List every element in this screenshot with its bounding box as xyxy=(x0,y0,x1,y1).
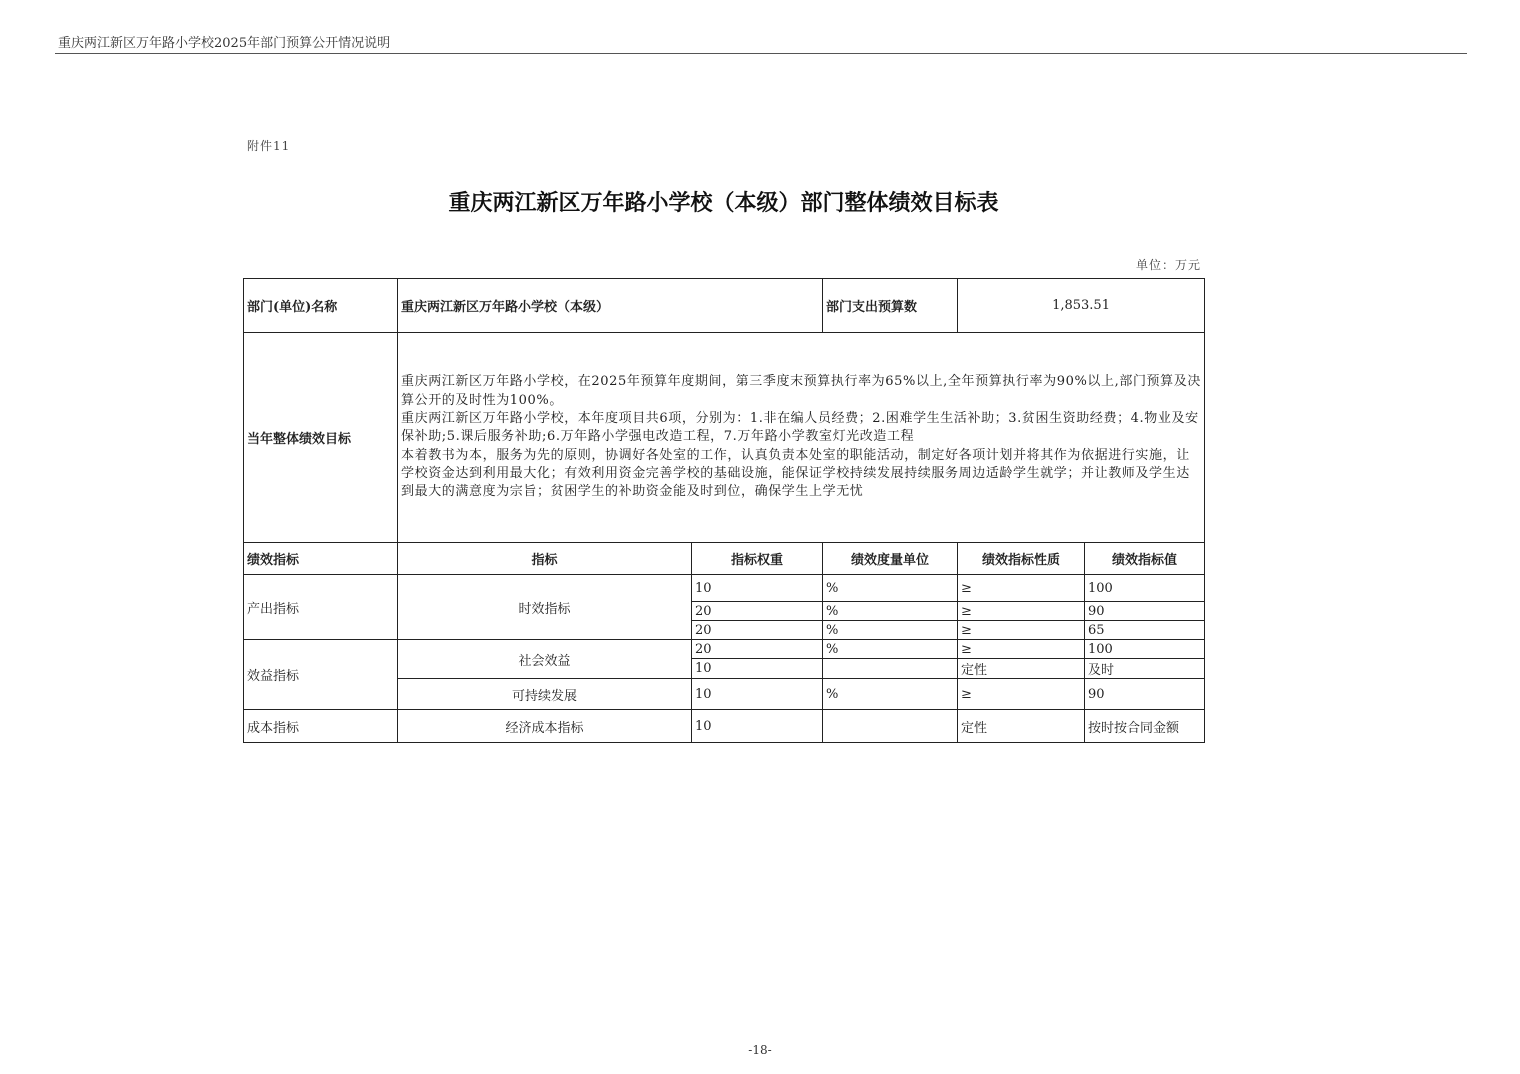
cell-nature: ≥ xyxy=(958,602,1085,621)
group-benefit-label: 效益指标 xyxy=(244,640,398,710)
cell-weight: 10 xyxy=(692,679,823,710)
dept-budget-label: 部门支出预算数 xyxy=(823,279,958,333)
page-number: -18- xyxy=(748,1043,772,1057)
dept-budget-value: 1,853.51 xyxy=(958,279,1205,333)
cell-value: 65 xyxy=(1085,621,1205,640)
column-header-row xyxy=(244,543,1205,575)
sub-timeliness-label: 时效指标 xyxy=(398,575,692,640)
col-header-unit: 绩效度量单位 xyxy=(823,543,958,575)
dept-row xyxy=(244,279,1205,333)
cell-value: 90 xyxy=(1085,602,1205,621)
sub-economic-cost-label: 经济成本指标 xyxy=(398,710,692,743)
cell-nature: ≥ xyxy=(958,621,1085,640)
cell-nature: ≥ xyxy=(958,640,1085,659)
table-row xyxy=(244,710,1205,743)
goal-paragraph: 重庆两江新区万年路小学校，本年度项目共6项，分别为：1.非在编人员经费；2.困难学生生活补助；3.贫困生资助经费；4.物业及安保补助;5.课后服务补助;6.万年路小学强电改造工程，7.万年路小学教室灯光改造工程 xyxy=(401,411,1199,445)
cell-unit: % xyxy=(823,575,958,602)
col-header-indicator: 指标 xyxy=(398,543,692,575)
dept-name-value: 重庆两江新区万年路小学校（本级） xyxy=(398,279,823,333)
cell-weight: 10 xyxy=(692,710,823,743)
cell-value: 100 xyxy=(1085,640,1205,659)
table-title: 重庆两江新区万年路小学校（本级）部门整体绩效目标表 xyxy=(448,190,999,216)
cell-value: 及时 xyxy=(1085,659,1205,679)
cell-weight: 20 xyxy=(692,621,823,640)
cell-weight: 20 xyxy=(692,602,823,621)
cell-nature: ≥ xyxy=(958,575,1085,602)
page-header: 重庆两江新区万年路小学校2025年部门预算公开情况说明 xyxy=(58,36,391,51)
cell-unit xyxy=(823,659,958,679)
goal-label: 当年整体绩效目标 xyxy=(244,333,398,543)
cell-weight: 20 xyxy=(692,640,823,659)
col-header-category: 绩效指标 xyxy=(244,543,398,575)
goal-paragraph: 重庆两江新区万年路小学校，在2025年预算年度期间，第三季度末预算执行率为65%以上,全年预算执行率为90%以上,部门预算及决算公开的及时性为100%。 xyxy=(401,374,1201,408)
cell-nature: 定性 xyxy=(958,710,1085,743)
attachment-label: 附件11 xyxy=(247,139,291,153)
cell-nature: 定性 xyxy=(958,659,1085,679)
unit-label: 单位：万元 xyxy=(1135,258,1201,272)
cell-weight: 10 xyxy=(692,659,823,679)
header-rule xyxy=(55,53,1467,54)
goal-paragraph: 本着教书为本，服务为先的原则，协调好各处室的工作，认真负责本处室的职能活动，制定好各项计划并将其作为依据进行实施，让学校资金达到利用最大化；有效利用资金完善学校的基础设施，能保证学校持续发展持续服务周边适龄学生就学；并让教师及学生达到最大的满意度为宗旨；贫困学生的补助资金能及时到位，确保学生上学无忧 xyxy=(401,447,1190,500)
cell-unit xyxy=(823,710,958,743)
cell-unit: % xyxy=(823,621,958,640)
cell-unit: % xyxy=(823,602,958,621)
cell-unit: % xyxy=(823,640,958,659)
cell-unit: % xyxy=(823,679,958,710)
col-header-value: 绩效指标值 xyxy=(1085,543,1205,575)
cell-value: 90 xyxy=(1085,679,1205,710)
cell-weight: 10 xyxy=(692,575,823,602)
goal-text xyxy=(398,333,1205,543)
group-output-label: 产出指标 xyxy=(244,575,398,640)
cell-value: 按时按合同金额 xyxy=(1085,710,1205,743)
performance-table xyxy=(243,278,1205,743)
cell-value: 100 xyxy=(1085,575,1205,602)
cell-nature: ≥ xyxy=(958,679,1085,710)
goal-row xyxy=(244,333,1205,543)
group-cost-label: 成本指标 xyxy=(244,710,398,743)
sub-sustainable-label: 可持续发展 xyxy=(398,679,692,710)
sub-social-label: 社会效益 xyxy=(398,640,692,679)
col-header-nature: 绩效指标性质 xyxy=(958,543,1085,575)
table-row xyxy=(244,575,1205,602)
dept-name-label: 部门(单位)名称 xyxy=(244,279,398,333)
col-header-weight: 指标权重 xyxy=(692,543,823,575)
table-row xyxy=(244,640,1205,659)
